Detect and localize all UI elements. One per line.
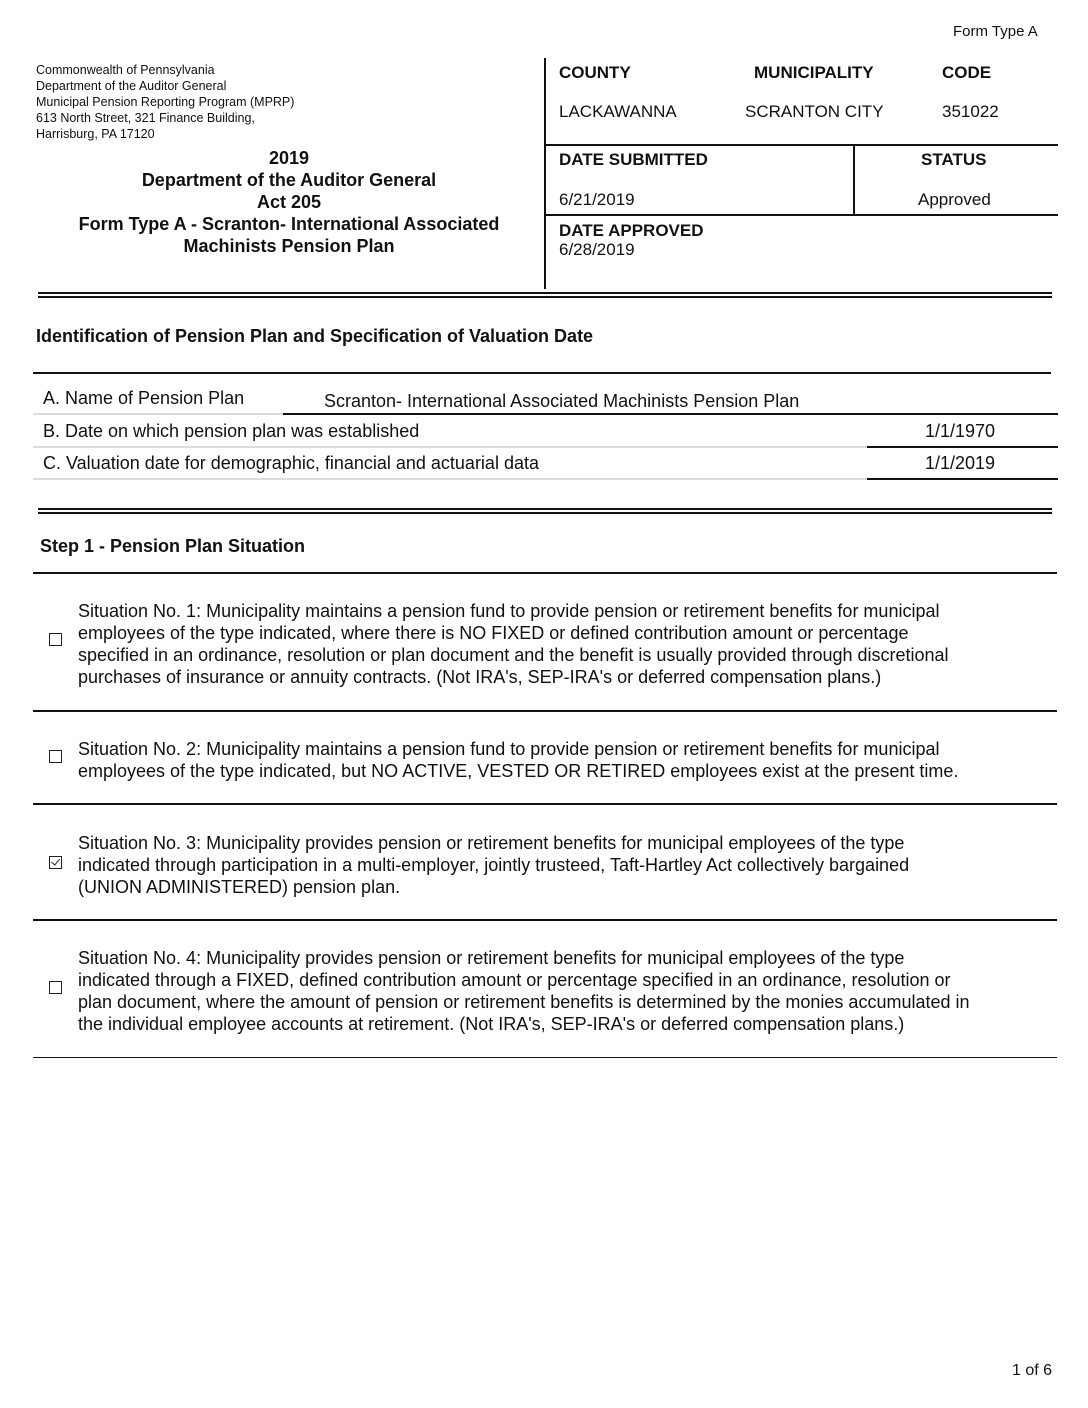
valuation-date-underline [867,478,1058,480]
plan-name-label: A. Name of Pension Plan [43,388,245,408]
text-line: employees of the type indicated, where there is NO FIXED or defined contribution amount or percentage [78,623,909,643]
date-approved-value: 6/28/2019 [559,240,635,259]
text-line: indicated through a FIXED, defined contribution amount or percentage specified in an ordinance, resolution or [78,970,951,990]
text-line: Situation No. 3: Municipality provides pension or retirement benefits for municipal employees of the type [78,833,905,853]
agency-address [36,62,294,142]
established-date-value: 1/1/1970 [925,421,996,441]
situation-4-text [78,947,1053,1035]
address-line: 613 North Street, 321 Finance Building, [36,111,255,125]
code-label: CODE [942,63,992,82]
status-label: STATUS [921,150,987,169]
situation-rule [33,1057,1057,1058]
text-line: employees of the type indicated, but NO ACTIVE, VESTED OR RETIRED employees exist at the present time. [78,761,959,781]
county-value: LACKAWANNA [559,102,677,121]
row-rule [33,478,867,480]
status-value: Approved [918,190,991,209]
valuation-date-value: 1/1/2019 [925,453,996,473]
established-date-underline [867,446,1058,448]
situation-3-text [78,832,1053,898]
plan-name-underline [283,413,1058,415]
situation-3-checkbox[interactable] [49,856,62,869]
row-rule [33,446,867,448]
form-type-label: Form Type A [953,23,1038,40]
header-rule [545,144,1058,146]
identification-top-rule [33,372,1051,374]
text-line: Situation No. 1: Municipality maintains a pension fund to provide pension or retirement benefits for municipal [78,601,940,621]
situation-rule [33,919,1057,921]
situation-1-checkbox[interactable] [49,633,62,646]
address-line: Municipal Pension Reporting Program (MPRP) [36,95,295,109]
situation-4-checkbox[interactable] [49,981,62,994]
text-line: indicated through participation in a multi-employer, jointly trusteed, Taft-Hartley Act collectively bargained [78,855,910,875]
section-divider [38,292,1052,298]
identification-title: Identification of Pension Plan and Specification of Valuation Date [36,326,594,346]
established-date-label: B. Date on which pension plan was established [43,421,420,441]
plan-name-value: Scranton- International Associated Machinists Pension Plan [324,391,800,411]
county-label: COUNTY [559,63,631,82]
address-line: Department of the Auditor General [36,79,227,93]
section-divider [38,508,1052,514]
situation-rule [33,710,1057,712]
title-act: Act 205 [256,192,322,212]
title-plan: Machinists Pension Plan [183,236,395,256]
situation-rule [33,803,1057,805]
text-line: Situation No. 2: Municipality maintains a pension fund to provide pension or retirement benefits for municipal [78,739,940,759]
text-line: the individual employee accounts at retirement. (Not IRA's, SEP-IRA's or deferred compensation plans.) [78,1014,905,1034]
page-number: 1 of 6 [1012,1362,1053,1379]
text-line: specified in an ordinance, resolution or plan document and the benefit is usually provided through discretional [78,645,949,665]
text-line: plan document, where the amount of pension or retirement benefits is determined by the monies accumulated in [78,992,970,1012]
header-rule [545,214,1058,216]
situation-rule [33,572,1057,574]
title-form: Form Type A - Scranton- International Associated [78,214,500,234]
text-line: purchases of insurance or annuity contracts. (Not IRA's, SEP-IRA's or deferred compensation plans.) [78,667,882,687]
situation-2-text [78,738,1053,782]
text-line: Situation No. 4: Municipality provides pension or retirement benefits for municipal employees of the type [78,948,905,968]
code-value: 351022 [942,102,999,121]
text-line: (UNION ADMINISTERED) pension plan. [78,877,401,897]
step1-title: Step 1 - Pension Plan Situation [40,536,306,556]
date-approved-label: DATE APPROVED [559,221,704,240]
header-divider [544,58,546,289]
date-submitted-label: DATE SUBMITTED [559,150,708,169]
address-line: Harrisburg, PA 17120 [36,127,155,141]
title-year: 2019 [268,148,310,168]
municipality-value: SCRANTON CITY [745,102,884,121]
status-divider [853,145,855,215]
situation-1-text [78,600,1053,688]
municipality-label: MUNICIPALITY [754,63,874,82]
row-rule [33,413,283,415]
date-submitted-value: 6/21/2019 [559,190,635,209]
situation-2-checkbox[interactable] [49,750,62,763]
title-department: Department of the Auditor General [141,170,437,190]
document-title [36,147,542,257]
address-line: Commonwealth of Pennsylvania [36,63,215,77]
valuation-date-label: C. Valuation date for demographic, financial and actuarial data [43,453,539,473]
